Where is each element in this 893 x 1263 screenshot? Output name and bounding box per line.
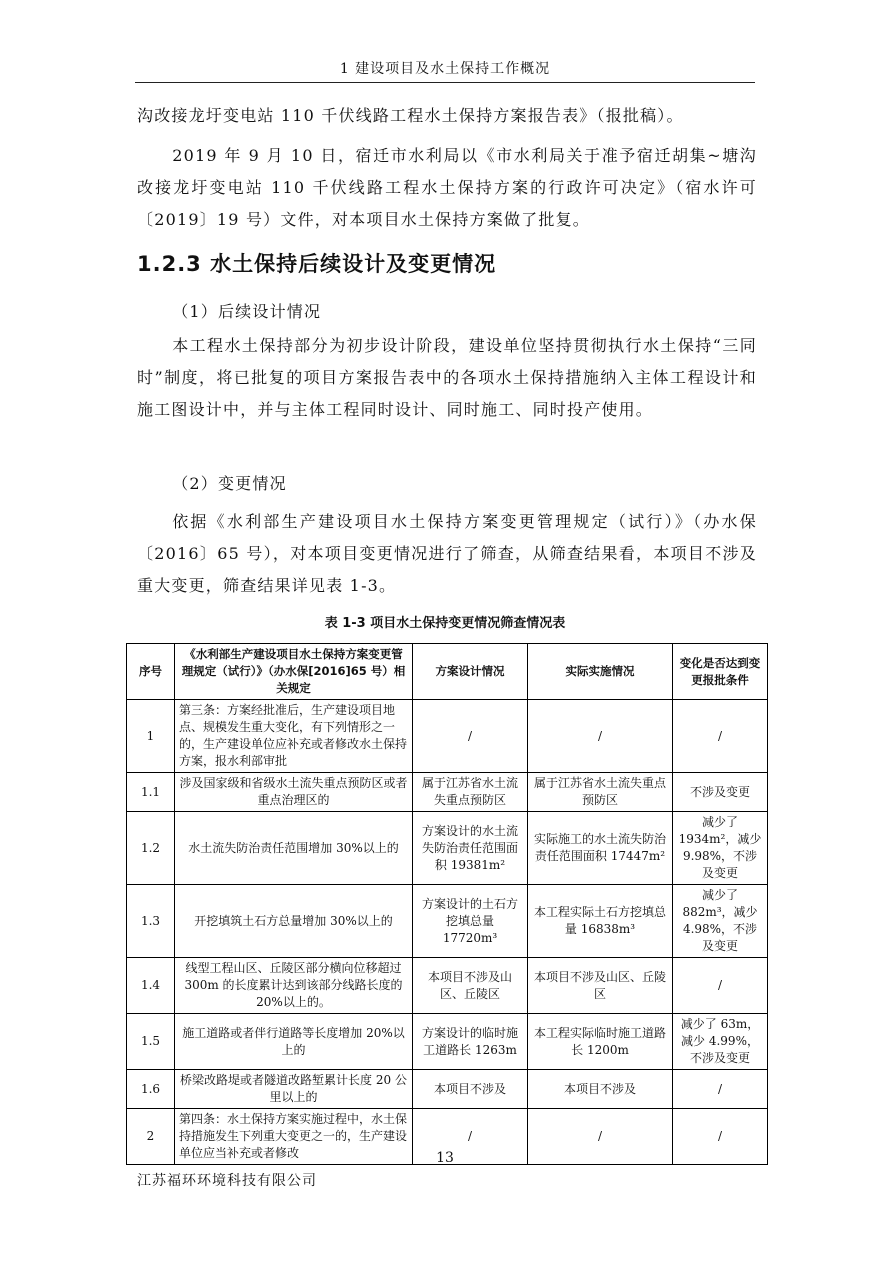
table-cell: 属于江苏省水土流失重点预防区 (528, 773, 673, 812)
table-cell: / (673, 700, 768, 773)
table-cell: 1.6 (127, 1070, 175, 1109)
table-cell: 施工道路或者伴行道路等长度增加 20%以上的 (175, 1014, 413, 1070)
table-header-row (127, 644, 768, 700)
header-cell: 变化是否达到变更报批条件 (673, 644, 768, 700)
header-rule (135, 82, 755, 83)
subheading-change: （2）变更情况 (172, 474, 287, 493)
table-cell: 方案设计的土石方挖填总量 17720m³ (413, 885, 528, 958)
footer-company: 江苏福环环境科技有限公司 (137, 1173, 317, 1189)
table-cell: 2 (127, 1109, 175, 1165)
table-row (127, 958, 768, 1014)
table-cell: 1 (127, 700, 175, 773)
table-cell: 开挖填筑土石方总量增加 30%以上的 (175, 885, 413, 958)
table-cell: / (673, 1070, 768, 1109)
table-row (127, 700, 768, 773)
table-row (127, 812, 768, 885)
table-cell: 减少了 1934m²，减少 9.98%，不涉及变更 (673, 812, 768, 885)
table-cell: 1.2 (127, 812, 175, 885)
change-paragraph: 依据《水利部生产建设项目水土保持方案变更管理规定（试行）》（办水保〔2016〕65 号），对本项目变更情况进行了筛查，从筛查结果看，本项目不涉及重大变更，筛查结果详见表 1-3。 (137, 512, 757, 595)
change-screening-table (126, 643, 768, 1165)
table-cell: 减少了 63m，减少 4.99%，不涉及变更 (673, 1014, 768, 1070)
table-cell: 桥梁改路堤或者隧道改路堑累计长度 20 公里以上的 (175, 1070, 413, 1109)
table-cell: 实际施工的水土流失防治责任范围面积 17447m² (528, 812, 673, 885)
table-cell: / (528, 700, 673, 773)
header-cell: 序号 (127, 644, 175, 700)
table-cell: 本工程实际土石方挖填总量 16838m³ (528, 885, 673, 958)
page-number: 13 (436, 1150, 454, 1166)
table-cell: 1.5 (127, 1014, 175, 1070)
header-cell: 方案设计情况 (413, 644, 528, 700)
table-cell: 本项目不涉及山区、丘陵区 (528, 958, 673, 1014)
table-cell: 方案设计的水土流失防治责任范围面积 19381m² (413, 812, 528, 885)
table-cell: 涉及国家级和省级水土流失重点预防区或者重点治理区的 (175, 773, 413, 812)
design-paragraph: 本工程水土保持部分为初步设计阶段，建设单位坚持贯彻执行水土保持“三同时”制度，将已批复的项目方案报告表中的各项水土保持措施纳入主体工程设计和施工图设计中，并与主体工程同时设计、同时施工、同时投产使用。 (137, 336, 757, 419)
table-cell: 1.3 (127, 885, 175, 958)
table-cell: 本项目不涉及 (528, 1070, 673, 1109)
table-cell: 1.4 (127, 958, 175, 1014)
table-cell: 方案设计的临时施工道路长 1263m (413, 1014, 528, 1070)
table-cell: / (413, 700, 528, 773)
table-cell: 属于江苏省水土流失重点预防区 (413, 773, 528, 812)
running-header: 1 建设项目及水土保持工作概况 (339, 61, 551, 77)
table-cell: 本工程实际临时施工道路长 1200m (528, 1014, 673, 1070)
table-cell: 本项目不涉及 (413, 1070, 528, 1109)
table-cell: 第四条：水土保持方案实施过程中，水土保持措施发生下列重大变更之一的，生产建设单位应当补充或者修改 (175, 1109, 413, 1165)
header-cell: 实际实施情况 (528, 644, 673, 700)
table-caption: 表 1-3 项目水土保持变更情况筛查情况表 (324, 616, 566, 631)
intro-paragraph-2: 2019 年 9 月 10 日，宿迁市水利局以《市水利局关于准予宿迁胡集~塘沟改接龙圩变电站 110 千伏线路工程水土保持方案的行政许可决定》（宿水许可〔2019〕19 号）文件，对本项目水土保持方案做了批复。 (137, 146, 757, 229)
table-cell: / (673, 958, 768, 1014)
section-heading: 1.2.3 水土保持后续设计及变更情况 (137, 252, 497, 276)
table-cell: 线型工程山区、丘陵区部分横向位移超过 300m 的长度累计达到该部分线路长度的 20%以上的。 (175, 958, 413, 1014)
table-cell: 第三条：方案经批准后，生产建设项目地点、规模发生重大变化，有下列情形之一的，生产建设单位应补充或者修改水土保持方案，报水利部审批 (175, 700, 413, 773)
table-row (127, 773, 768, 812)
table-cell: / (673, 1109, 768, 1165)
table-cell: 1.1 (127, 773, 175, 812)
table-cell: 本项目不涉及山区、丘陵区 (413, 958, 528, 1014)
table-row (127, 1070, 768, 1109)
table-cell: / (528, 1109, 673, 1165)
header-cell: 《水利部生产建设项目水土保持方案变更管理规定（试行）》（办水保[2016]65 号）相关规定 (175, 644, 413, 700)
table-row (127, 885, 768, 958)
subheading-design: （1）后续设计情况 (172, 302, 322, 321)
table-cell: 不涉及变更 (673, 773, 768, 812)
table-cell: 减少了 882m³，减少 4.98%，不涉及变更 (673, 885, 768, 958)
intro-paragraph-1: 沟改接龙圩变电站 110 千伏线路工程水土保持方案报告表》（报批稿）。 (137, 106, 684, 125)
table-row (127, 1014, 768, 1070)
table-cell: / (413, 1109, 528, 1165)
table-cell: 水土流失防治责任范围增加 30%以上的 (175, 812, 413, 885)
